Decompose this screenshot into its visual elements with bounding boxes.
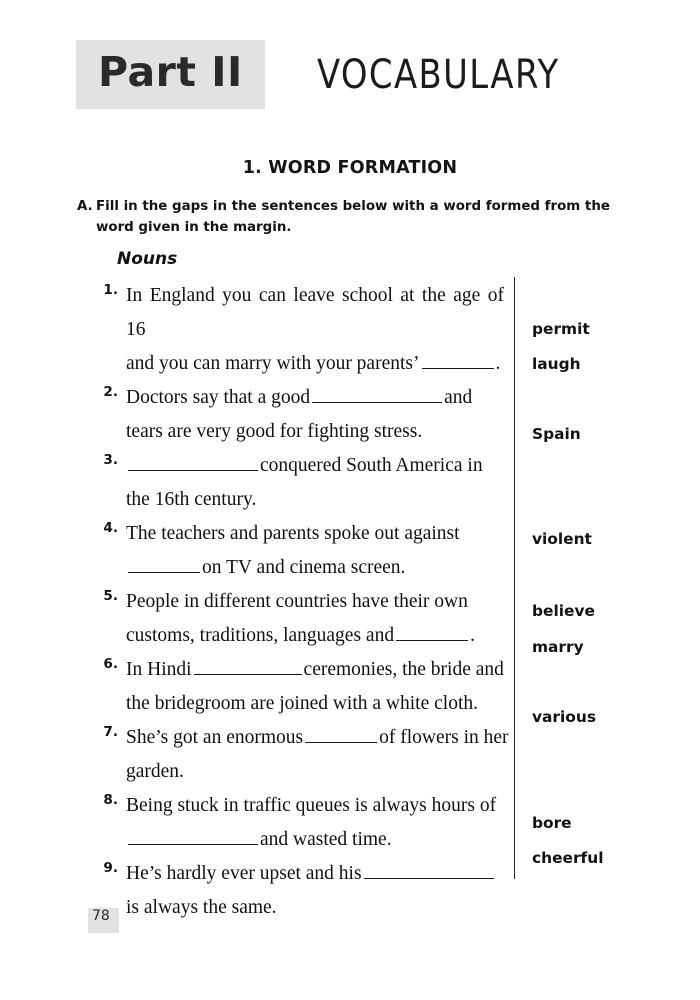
item-sentence xyxy=(118,449,522,517)
sentence-line xyxy=(126,727,509,748)
sentence-line: the 16th century. xyxy=(126,489,257,510)
item-number: 3. xyxy=(103,452,118,468)
sentence-line xyxy=(126,353,500,374)
sentence-line: tears are very good for fighting stress. xyxy=(126,421,423,442)
sentence-line xyxy=(126,557,405,578)
sentence-line: People in different countries have their own xyxy=(126,591,468,612)
sentence-text: conquered South America in xyxy=(260,455,483,476)
list-item xyxy=(96,517,652,585)
sentence-line: the bridegroom are joined with a white cloth. xyxy=(126,693,478,714)
answer-blank[interactable] xyxy=(128,827,258,845)
word-group-label: Nouns xyxy=(117,249,178,269)
sentence-text: Doctors say that a good xyxy=(126,387,311,408)
item-number: 2. xyxy=(103,384,118,400)
sentence-text: and you can marry with your parents’ xyxy=(126,353,420,374)
answer-blank[interactable] xyxy=(305,725,377,743)
cue-word: cheerful xyxy=(532,849,604,867)
item-number: 6. xyxy=(103,656,118,672)
answer-blank[interactable] xyxy=(396,623,468,641)
cue-word: violent xyxy=(532,530,592,548)
part-title: VOCABULARY xyxy=(316,51,560,98)
sentence-line xyxy=(126,387,472,408)
sentence-text: on TV and cinema screen. xyxy=(202,557,406,578)
sentence-text: ceremonies, the bride and xyxy=(303,659,504,680)
task-instruction xyxy=(77,197,652,239)
sentence-line: garden. xyxy=(126,761,184,782)
sentence-text: customs, traditions, languages and xyxy=(126,625,395,646)
cue-word: Spain xyxy=(532,425,581,443)
list-item xyxy=(96,857,652,925)
sentence-line xyxy=(126,455,483,476)
list-item xyxy=(96,449,652,517)
item-sentence xyxy=(118,279,522,381)
sentence-text: of flowers in her xyxy=(379,727,509,748)
list-item xyxy=(96,721,652,789)
task-instruction-text: Fill in the gaps in the sentences below with a word formed from the word given in the margin. xyxy=(96,199,610,235)
page-number: 78 xyxy=(92,908,110,924)
item-sentence xyxy=(118,857,522,925)
sentence-text: He’s hardly ever upset and his xyxy=(126,863,362,884)
sentence-line xyxy=(126,659,504,680)
cue-word: various xyxy=(532,708,596,726)
sentence-line xyxy=(126,625,475,646)
answer-blank[interactable] xyxy=(364,861,494,879)
task-marker: A. xyxy=(77,199,93,214)
part-badge: Part II xyxy=(76,40,265,109)
sentence-line: Being stuck in traffic queues is always hours of xyxy=(126,795,497,816)
section-heading: 1. WORD FORMATION xyxy=(242,158,458,178)
sentence-text: In Hindi xyxy=(126,659,192,680)
sentence-line: The teachers and parents spoke out against xyxy=(126,523,460,544)
item-sentence xyxy=(118,789,522,857)
item-number: 8. xyxy=(103,792,118,808)
answer-blank[interactable] xyxy=(312,385,442,403)
sentence-text: and wasted time. xyxy=(260,829,392,850)
answer-blank[interactable] xyxy=(128,555,200,573)
sentence-line xyxy=(126,829,392,850)
item-sentence xyxy=(118,517,522,585)
cue-word: marry xyxy=(532,638,584,656)
item-number: 1. xyxy=(103,282,118,298)
cue-word: believe xyxy=(532,602,595,620)
item-number: 4. xyxy=(103,520,118,536)
sentence-text: and xyxy=(444,387,473,408)
item-sentence xyxy=(118,585,522,653)
cue-word: laugh xyxy=(532,355,581,373)
sentence-text: She’s got an enormous xyxy=(126,727,304,748)
sentence-line: is always the same. xyxy=(126,897,277,918)
sentence-line: In England you can leave school at the age of 16 xyxy=(126,285,504,340)
sentence-text: . xyxy=(470,625,475,646)
sentence-text: . xyxy=(495,353,501,374)
cue-word: permit xyxy=(532,320,590,338)
item-sentence xyxy=(118,381,522,449)
cue-word: bore xyxy=(532,814,572,832)
item-number: 7. xyxy=(103,724,118,740)
item-sentence xyxy=(118,721,522,789)
sentence-line xyxy=(126,863,496,884)
item-number: 9. xyxy=(103,860,118,876)
answer-blank[interactable] xyxy=(422,351,494,369)
item-number: 5. xyxy=(103,588,118,604)
item-sentence xyxy=(118,653,522,721)
answer-blank[interactable] xyxy=(194,657,302,675)
answer-blank[interactable] xyxy=(128,453,258,471)
page-header xyxy=(76,40,575,109)
